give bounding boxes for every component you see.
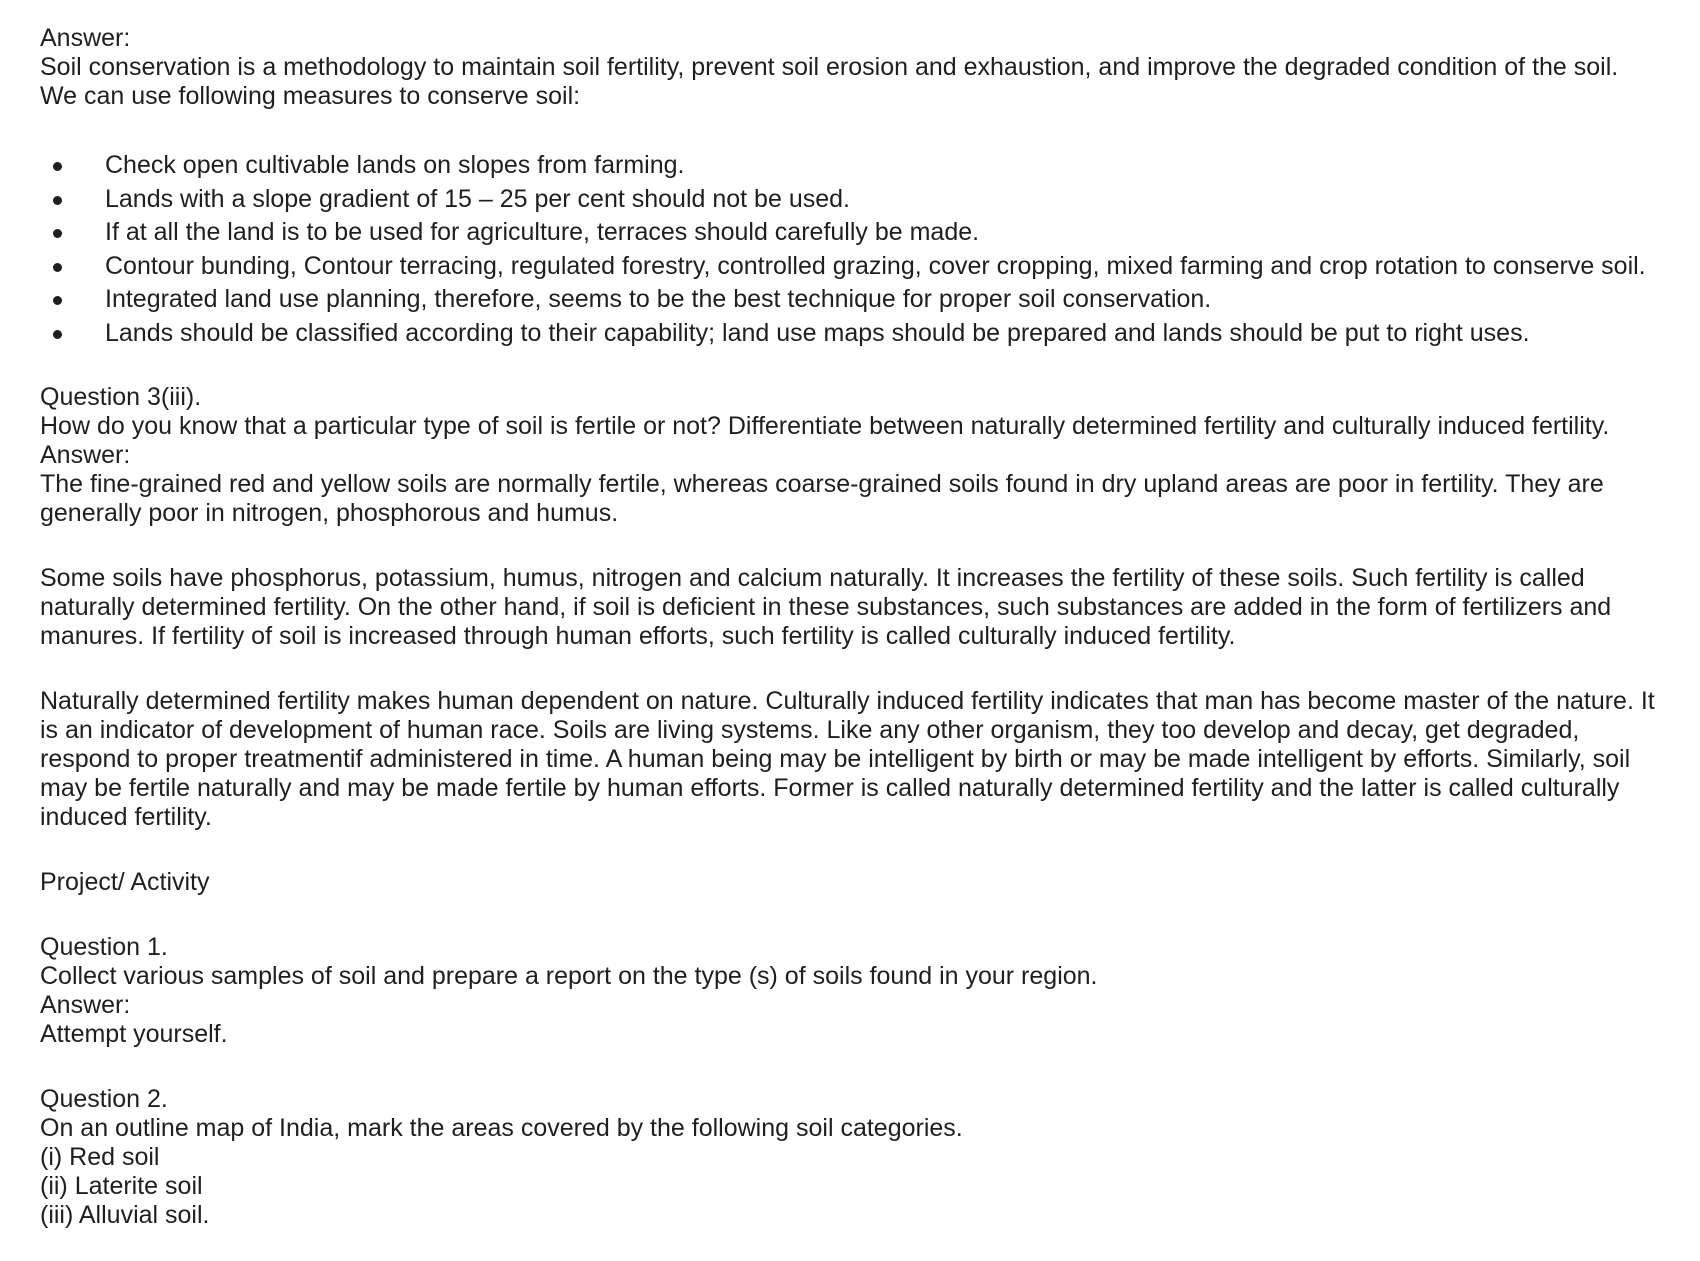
list-item: Lands with a slope gradient of 15 – 25 per cent should not be used.: [40, 183, 1680, 217]
answer-paragraph-line: Naturally determined fertility makes human dependent on nature. Culturally induced fertility indicates that man has become master of the nature. It: [40, 687, 1655, 715]
intro-line: We can use following measures to conserve soil:: [40, 82, 581, 110]
bullet-icon: [53, 229, 62, 238]
answer-paragraph-line: Some soils have phosphorus, potassium, humus, nitrogen and calcium naturally. It increases the fertility of these soils. Such fertility is called: [40, 564, 1585, 592]
list-item: Contour bunding, Contour terracing, regulated forestry, controlled grazing, cover cropping, mixed farming and crop rotation to conserve soil.: [40, 250, 1680, 284]
answer-paragraph-line: naturally determined fertility. On the other hand, if soil is deficient in these substances, such substances are added in the form of fertilizers and: [40, 593, 1612, 621]
answer-paragraph-line: respond to proper treatmentif administered in time. A human being may be intelligent by birth or may be made intelligent by efforts. Similarly, soil: [40, 745, 1631, 773]
answer-paragraph-line: is an indicator of development of human race. Soils are living systems. Like any other organism, they too develop and decay, get degraded,: [40, 716, 1580, 744]
question-text: Collect various samples of soil and prepare a report on the type (s) of soils found in your region.: [40, 962, 1098, 990]
document-page: [40, 24, 1680, 1230]
answer-label: Answer:: [40, 991, 131, 1019]
list-item: (iii) Alluvial soil.: [40, 1201, 210, 1229]
question-label: Question 2.: [40, 1085, 168, 1113]
answer-label: Answer:: [40, 24, 131, 52]
section-heading: Project/ Activity: [40, 868, 210, 896]
answer-paragraph-line: The fine-grained red and yellow soils are normally fertile, whereas coarse-grained soils found in dry upland areas are poor in fertility. They are: [40, 470, 1604, 498]
conservation-measures-list: [40, 149, 1680, 350]
list-item: (ii) Laterite soil: [40, 1172, 203, 1200]
bullet-icon: [53, 263, 62, 272]
answer-paragraph-line: manures. If fertility of soil is increased through human efforts, such fertility is called culturally induced fertility.: [40, 622, 1236, 650]
answer-paragraph-line: generally poor in nitrogen, phosphorous and humus.: [40, 499, 619, 527]
question-text: How do you know that a particular type of soil is fertile or not? Differentiate between naturally determined fertility and culturally induced fertility.: [40, 412, 1610, 440]
list-item: Check open cultivable lands on slopes from farming.: [40, 149, 1680, 183]
bullet-icon: [53, 330, 62, 339]
list-item: If at all the land is to be used for agriculture, terraces should carefully be made.: [40, 216, 1680, 250]
question-label: Question 1.: [40, 933, 168, 961]
question-label: Question 3(iii).: [40, 383, 202, 411]
list-item: Lands should be classified according to their capability; land use maps should be prepared and lands should be put to right uses.: [40, 317, 1680, 351]
answer-label: Answer:: [40, 441, 131, 469]
answer-paragraph-line: may be fertile naturally and may be made fertile by human efforts. Former is called naturally determined fertility and the latter is called culturally: [40, 774, 1620, 802]
intro-line: Soil conservation is a methodology to maintain soil fertility, prevent soil erosion and exhaustion, and improve the degraded condition of the soil.: [40, 53, 1619, 81]
list-item: Integrated land use planning, therefore, seems to be the best technique for proper soil conservation.: [40, 283, 1680, 317]
bullet-icon: [53, 162, 62, 171]
question-text: On an outline map of India, mark the areas covered by the following soil categories.: [40, 1114, 963, 1142]
answer-paragraph-line: induced fertility.: [40, 803, 212, 831]
list-item: (i) Red soil: [40, 1143, 160, 1171]
bullet-icon: [53, 296, 62, 305]
answer-text: Attempt yourself.: [40, 1020, 228, 1048]
bullet-icon: [53, 196, 62, 205]
